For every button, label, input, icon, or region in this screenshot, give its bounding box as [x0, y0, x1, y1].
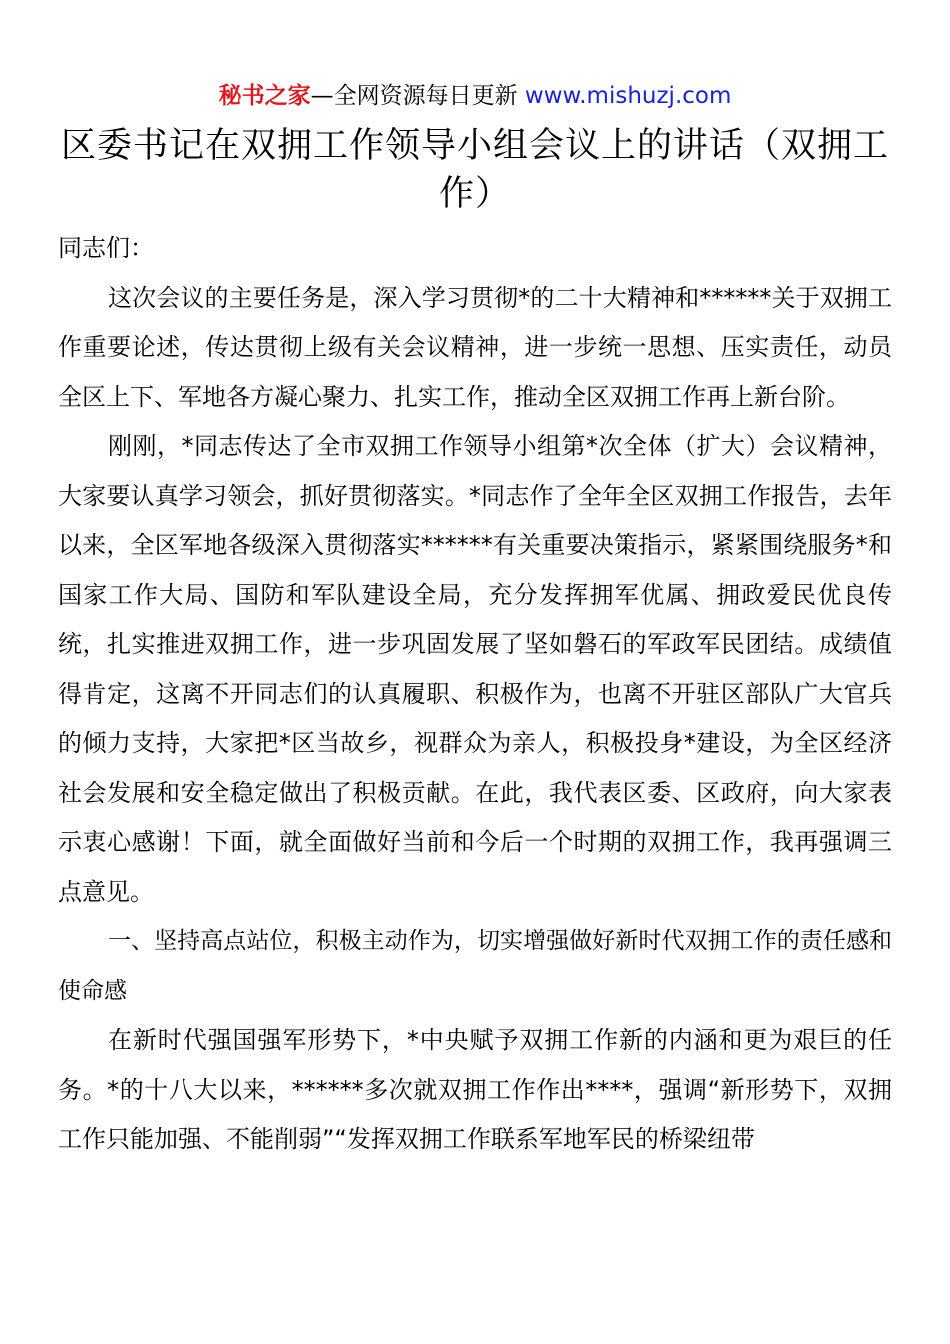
- document-body: [58, 224, 892, 1165]
- section-paragraph-1: 在新时代强国强军形势下，*中央赋予双拥工作新的内涵和更为艰巨的任务。*的十八大以来，******多次就双拥工作作出****，强调“新形势下，双拥工作只能加强、不能削弱”“发挥双拥工作联系军地军民的桥梁纽带: [58, 1026, 892, 1153]
- paragraph-2: 刚刚，*同志传达了全市双拥工作领导小组第*次全体（扩大）会议精神，大家要认真学习领会，抓好贯彻落实。*同志作了全年全区双拥工作报告，去年以来，全区军地各级深入贯彻落实******有关重要决策指示，紧紧围绕服务*和国家工作大局、国防和军队建设全局，充分发挥拥军优属、拥政爱民优良传统，扎实推进双拥工作，进一步巩固发展了坚如磐石的军政军民团结。成绩值得肯定，这离不开同志们的认真履职、积极作为，也离不开驻区部队广大官兵的倾力支持，大家把*区当故乡，视群众为亲人，积极投身*建设，为全区经济社会发展和安全稳定做出了积极贡献。在此，我代表区委、区政府，向大家表示衷心感谢！下面，就全面做好当前和今后一个时期的双拥工作，我再强调三点意见。: [58, 432, 892, 906]
- salutation: 同志们：: [58, 234, 154, 262]
- title-line-2: 作）: [438, 174, 511, 214]
- section-heading-1: 一、坚持高点站位，积极主动作为，切实增强做好新时代双拥工作的责任感和使命感: [58, 928, 892, 1004]
- site-header: [0, 80, 950, 112]
- site-url[interactable]: www.mishuzj.com: [524, 83, 732, 109]
- title-line-1: 区委书记在双拥工作领导小组会议上的讲话（双拥工: [60, 126, 889, 166]
- brand-name: 秘书之家: [218, 83, 311, 109]
- document-title: [60, 122, 890, 218]
- paragraph-1: 这次会议的主要任务是，深入学习贯彻*的二十大精神和******关于双拥工作重要论述，传达贯彻上级有关会议精神，进一步统一思想、压实责任，动员全区上下、军地各方凝心聚力、扎实工作，推动全区双拥工作再上新台阶。: [58, 283, 892, 411]
- header-tagline: —全网资源每日更新: [310, 83, 525, 109]
